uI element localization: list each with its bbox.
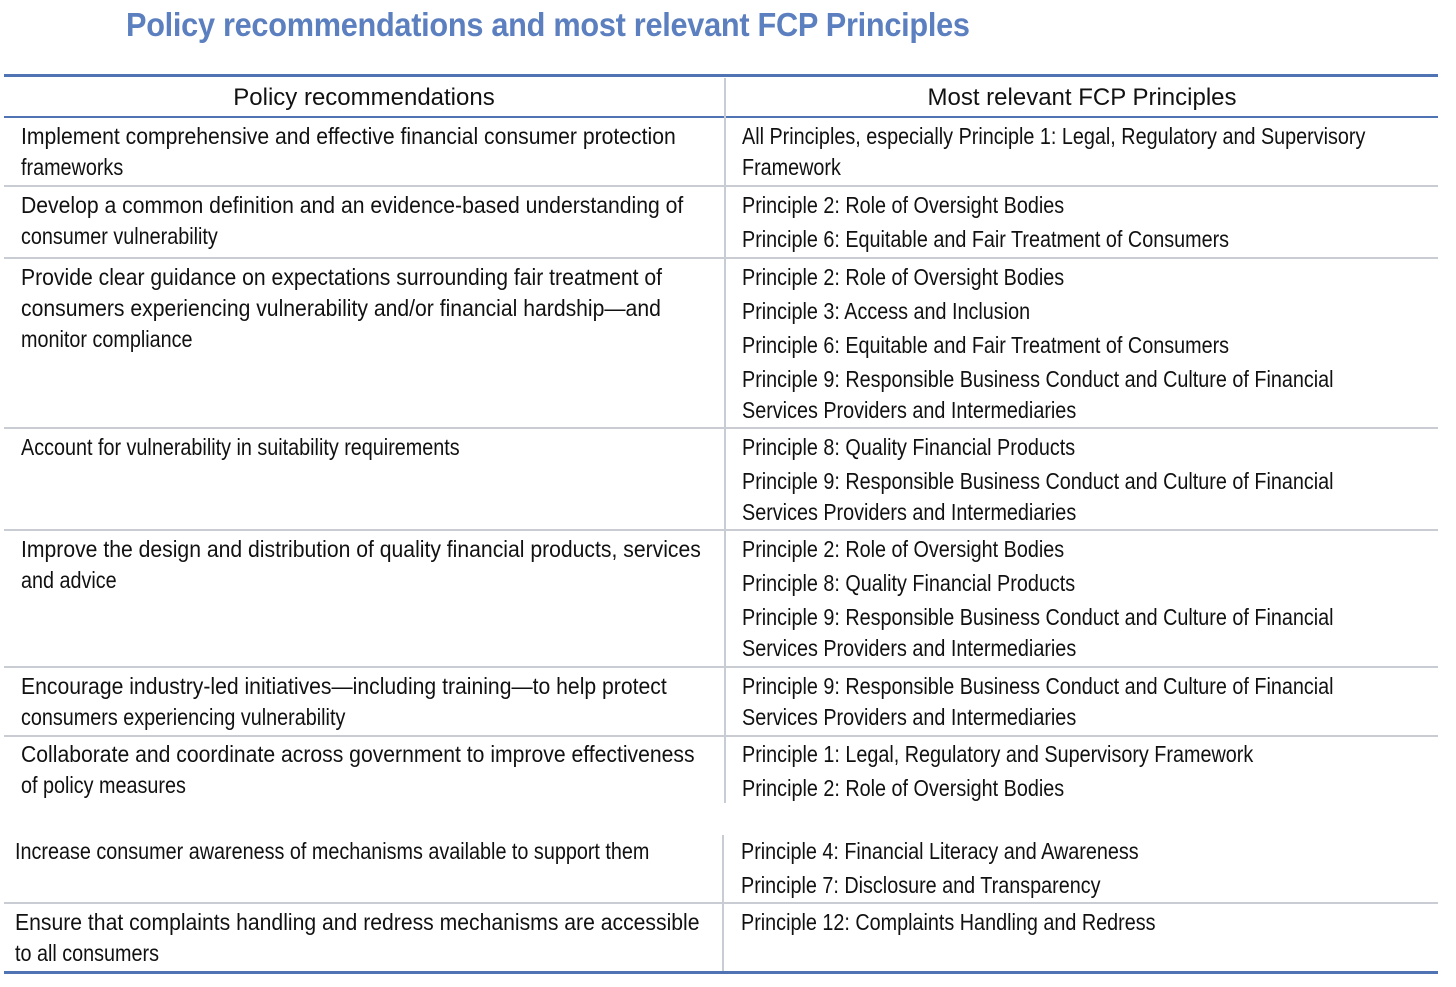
policy-recommendation-text: and advice [21, 567, 117, 593]
fcp-principle-text: Services Providers and Intermediaries [742, 635, 1077, 661]
policy-recommendation-text: Collaborate and coordinate across government to improve effectiveness [21, 741, 695, 767]
policy-recommendation-text: Improve the design and distribution of quality financial products, services [21, 536, 701, 562]
policy-recommendation-text: consumer vulnerability [21, 223, 218, 249]
fcp-principle-text: Principle 8: Quality Financial Products [742, 570, 1076, 596]
policy-recommendation-text: consumers experiencing vulnerability [21, 704, 346, 730]
column-header-policy-recommendations: Policy recommendations [233, 84, 495, 111]
fcp-principle-text: Principle 4: Financial Literacy and Awareness [741, 838, 1139, 864]
policy-recommendation-text: Ensure that complaints handling and redress mechanisms are accessible [15, 909, 700, 935]
fcp-principle-text: Framework [742, 154, 841, 180]
policy-recommendation-text: Provide clear guidance on expectations surrounding fair treatment of [21, 264, 663, 290]
fcp-principle-text: Principle 9: Responsible Business Conduct and Culture of Financial [742, 366, 1334, 392]
fcp-principle-text: All Principles, especially Principle 1: Legal, Regulatory and Supervisory [742, 123, 1366, 149]
policy-recommendation-text: monitor compliance [21, 326, 193, 352]
row-divider [4, 185, 1438, 187]
policy-recommendation-text: Encourage industry-led initiatives—including training—to help protect [21, 673, 667, 699]
row-divider [4, 529, 1438, 531]
fcp-principle-text: Principle 8: Quality Financial Products [742, 434, 1076, 460]
fcp-principle-text: Services Providers and Intermediaries [742, 499, 1077, 525]
policy-recommendation-text: consumers experiencing vulnerability and/or financial hardship—and [21, 295, 661, 321]
policy-recommendation-text: frameworks [21, 154, 124, 180]
fcp-principle-text: Principle 2: Role of Oversight Bodies [742, 264, 1065, 290]
page-title: Policy recommendations and most relevant FCP Principles [126, 6, 970, 43]
policy-recommendation-text: of policy measures [21, 772, 186, 798]
fcp-principle-text: Principle 7: Disclosure and Transparency [741, 872, 1101, 898]
row-divider [4, 735, 1438, 737]
policy-recommendation-text: Develop a common definition and an evidence-based understanding of [21, 192, 684, 218]
fcp-principle-text: Principle 9: Responsible Business Conduct and Culture of Financial [742, 604, 1334, 630]
fcp-principle-text: Principle 6: Equitable and Fair Treatment of Consumers [742, 332, 1230, 358]
fcp-principle-text: Principle 2: Role of Oversight Bodies [742, 775, 1065, 801]
row-divider [4, 902, 1438, 904]
bottom-rule [4, 971, 1438, 974]
policy-recommendation-text: Increase consumer awareness of mechanisms available to support them [15, 838, 650, 864]
header-rule [4, 116, 1438, 118]
fcp-principle-text: Principle 1: Legal, Regulatory and Supervisory Framework [742, 741, 1254, 767]
fcp-principle-text: Services Providers and Intermediaries [742, 397, 1077, 423]
fcp-principle-text: Principle 2: Role of Oversight Bodies [742, 536, 1065, 562]
fcp-principle-text: Principle 9: Responsible Business Conduct and Culture of Financial [742, 468, 1334, 494]
row-divider [4, 257, 1438, 259]
policy-recommendation-text: to all consumers [15, 940, 160, 966]
column-header-fcp-principles: Most relevant FCP Principles [927, 84, 1237, 111]
fcp-principle-text: Principle 9: Responsible Business Conduct and Culture of Financial [742, 673, 1334, 699]
row-divider [4, 666, 1438, 668]
fcp-principle-text: Principle 12: Complaints Handling and Redress [741, 909, 1156, 935]
fcp-principle-text: Principle 2: Role of Oversight Bodies [742, 192, 1065, 218]
policy-recommendation-text: Implement comprehensive and effective financial consumer protection [21, 123, 676, 149]
fcp-principle-text: Principle 6: Equitable and Fair Treatment of Consumers [742, 226, 1230, 252]
policy-recommendation-text: Account for vulnerability in suitability requirements [21, 434, 460, 460]
row-divider [4, 427, 1438, 429]
fcp-principle-text: Principle 3: Access and Inclusion [742, 298, 1031, 324]
fcp-principle-text: Services Providers and Intermediaries [742, 704, 1077, 730]
top-rule [4, 74, 1438, 77]
